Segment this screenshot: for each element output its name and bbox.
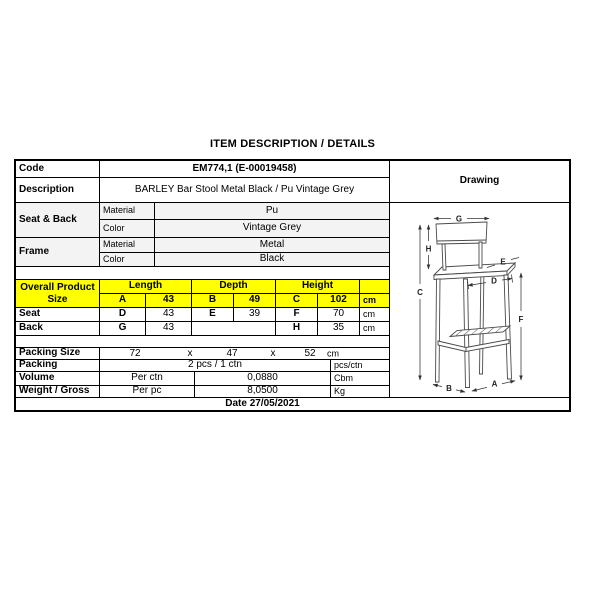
description-label: Description	[16, 178, 100, 203]
packing-size-v2: 47	[226, 347, 238, 359]
packing-size-v1: 72	[129, 347, 141, 359]
size-section-label	[16, 280, 100, 308]
seat-height-value: 70	[318, 308, 360, 322]
drawing-header: Drawing	[390, 161, 569, 203]
frame-color-label: Color	[100, 253, 155, 267]
dim-label-b: B	[446, 383, 452, 393]
back-unit: cm	[360, 322, 390, 336]
description-value: BARLEY Bar Stool Metal Black / Pu Vintage Grey	[100, 178, 390, 203]
dim-label-c: C	[417, 287, 423, 297]
packing-size-v3: 52	[304, 347, 316, 359]
packing-size-value	[100, 348, 390, 360]
code-label: Code	[16, 161, 100, 178]
seat-row-label: Seat	[16, 308, 100, 322]
volume-label: Volume	[16, 372, 100, 386]
dim-label-g: G	[455, 214, 463, 223]
seat-unit: cm	[360, 308, 390, 322]
back-height-value: 35	[318, 322, 360, 336]
seat-length-value: 43	[146, 308, 192, 322]
overall-height-value: 102	[318, 294, 360, 308]
seat-depth-key: E	[192, 308, 234, 322]
dim-label-d: D	[491, 276, 497, 285]
stool-drawing	[390, 203, 569, 398]
overall-depth-key: B	[192, 294, 234, 308]
overall-length-key: A	[100, 294, 146, 308]
overall-length-value: 43	[146, 294, 192, 308]
volume-value: 0,0880	[195, 372, 331, 386]
size-section-label-line1: Overall Product	[20, 281, 95, 293]
size-col-depth: Depth	[192, 280, 276, 294]
frame-material-value: Metal	[155, 238, 390, 253]
stool-stretchers	[438, 339, 509, 351]
page-title: ITEM DESCRIPTION / DETAILS	[209, 138, 376, 150]
back-depth-empty	[192, 322, 276, 336]
weight-per: Per pc	[100, 386, 195, 398]
back-height-key: H	[276, 322, 318, 336]
seat-depth-value: 39	[234, 308, 276, 322]
size-col-length: Length	[100, 280, 192, 294]
size-col-height: Height	[276, 280, 360, 294]
volume-per: Per ctn	[100, 372, 195, 386]
size-section-label-line2: Size	[47, 293, 68, 305]
overall-unit: cm	[360, 294, 390, 308]
back-row-label: Back	[16, 322, 100, 336]
frame-label: Frame	[16, 238, 100, 267]
seat-length-key: D	[100, 308, 146, 322]
packing-size-x2: x	[270, 347, 276, 359]
packing-unit: pcs/ctn	[331, 360, 390, 372]
seat-back-material-value: Pu	[155, 203, 390, 220]
weight-value: 8,0500	[195, 386, 331, 398]
date-row: Date 27/05/2021	[16, 398, 569, 410]
weight-label: Weight / Gross	[16, 386, 100, 398]
size-col-unit-spacer	[360, 280, 390, 294]
stool-backrest	[436, 222, 487, 270]
dim-label-h: H	[425, 244, 432, 253]
overall-depth-value: 49	[234, 294, 276, 308]
packing-size-x1: x	[187, 347, 193, 359]
packing-label: Packing	[16, 360, 100, 372]
spec-table	[14, 159, 571, 412]
weight-unit: Kg	[331, 386, 390, 398]
frame-material-label: Material	[100, 238, 155, 253]
dim-label-e: E	[500, 257, 506, 266]
code-value: EM774,1 (E-00019458)	[100, 161, 390, 178]
packing-size-unit: cm	[327, 347, 339, 358]
spacer-row	[16, 267, 390, 280]
dim-label-f: F	[518, 314, 524, 324]
back-length-value: 43	[146, 322, 192, 336]
packing-value: 2 pcs / 1 ctn	[100, 360, 331, 372]
drawing-area	[390, 203, 569, 398]
volume-unit: Cbm	[331, 372, 390, 386]
overall-height-key: C	[276, 294, 318, 308]
packing-size-label: Packing Size	[16, 348, 100, 360]
spacer-row-2	[16, 336, 390, 348]
seat-back-material-label: Material	[100, 203, 155, 220]
back-length-key: G	[100, 322, 146, 336]
dim-label-a: A	[491, 379, 498, 388]
seat-height-key: F	[276, 308, 318, 322]
seat-back-color-value: Vintage Grey	[155, 220, 390, 238]
frame-color-value: Black	[155, 253, 390, 267]
seat-back-color-label: Color	[100, 220, 155, 238]
seat-back-label: Seat & Back	[16, 203, 100, 238]
